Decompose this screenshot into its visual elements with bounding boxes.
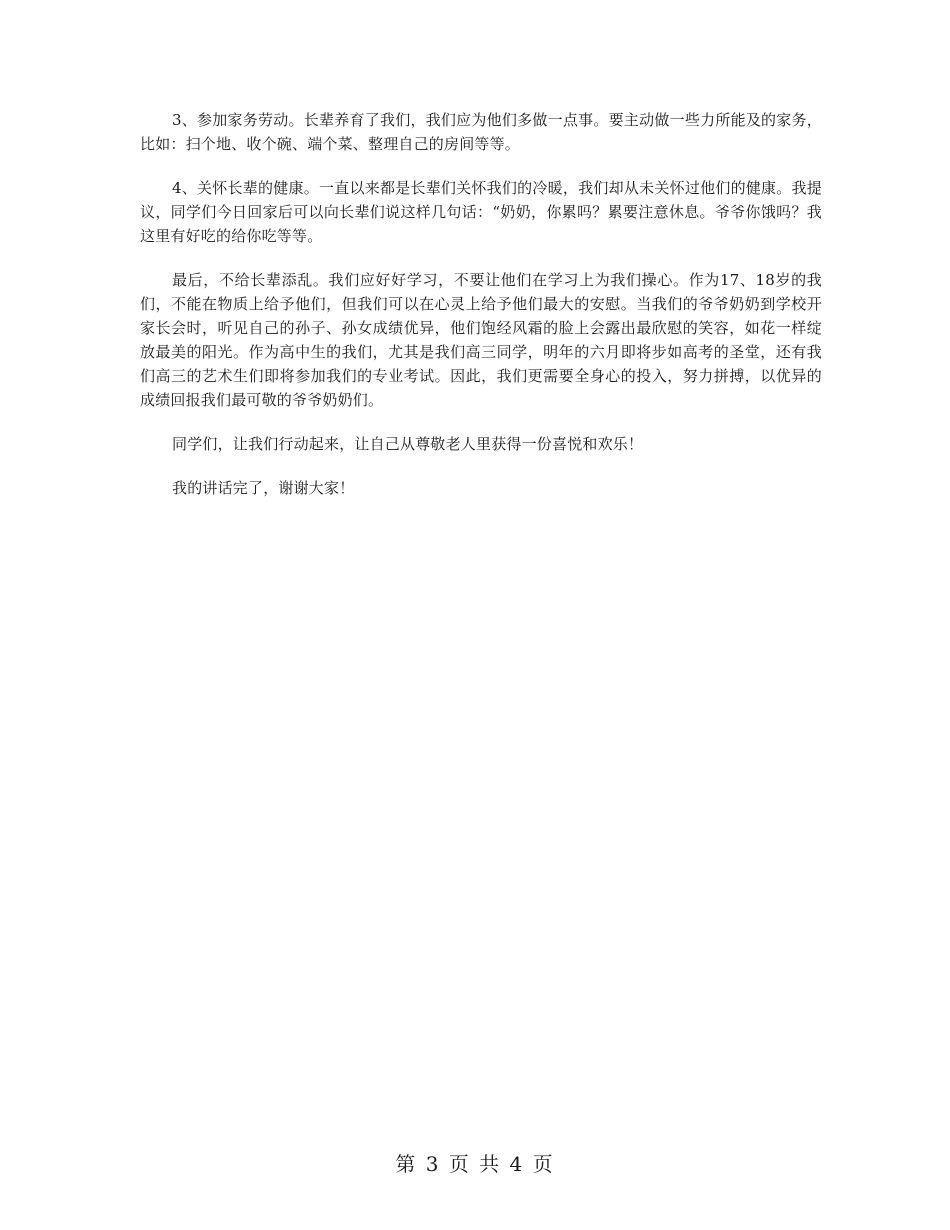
- paragraph-call-to-action: 同学们，让我们行动起来，让自己从尊敬老人里获得一份喜悦和欢乐！: [172, 435, 644, 453]
- paragraph-closing: 我的讲话完了，谢谢大家！: [172, 479, 355, 497]
- paragraph-health-care: 4、关怀长辈的健康。一直以来都是长辈们关怀我们的冷暖，我们却从未关怀过他们的健康。我提议，同学们今日回家后可以向长辈们说这样几句话：“奶奶，你累吗？累要注意休息。爷爷你饿吗？我这里有好吃的给你吃等等。: [140, 179, 822, 245]
- page-number-footer: 第 3 页 共 4 页: [395, 1152, 555, 1176]
- paragraph-housework: 3、参加家务劳动。长辈养育了我们，我们应为他们多做一点事。要主动做一些力所能及的家务，比如：扫个地、收个碗、端个菜、整理自己的房间等等。: [140, 111, 822, 153]
- paragraph-study-hard: 最后，不给长辈添乱。我们应好好学习，不要让他们在学习上为我们操心。作为17、18岁的我们，不能在物质上给予他们，但我们可以在心灵上给予他们最大的安慰。当我们的爷爷奶奶到学校开家长会时，听见自己的孙子、孙女成绩优异，他们饱经风霜的脸上会露出最欣慰的笑容，如花一样绽放最美的阳光。作为高中生的我们，尤其是我们高三同学，明年的六月即将步如高考的圣堂，还有我们高三的艺术生们即将参加我们的专业考试。因此，我们更需要全身心的投入，努力拼搏，以优异的成绩回报我们最可敬的爷爷奶奶们。: [140, 271, 822, 409]
- document-body: [140, 108, 822, 520]
